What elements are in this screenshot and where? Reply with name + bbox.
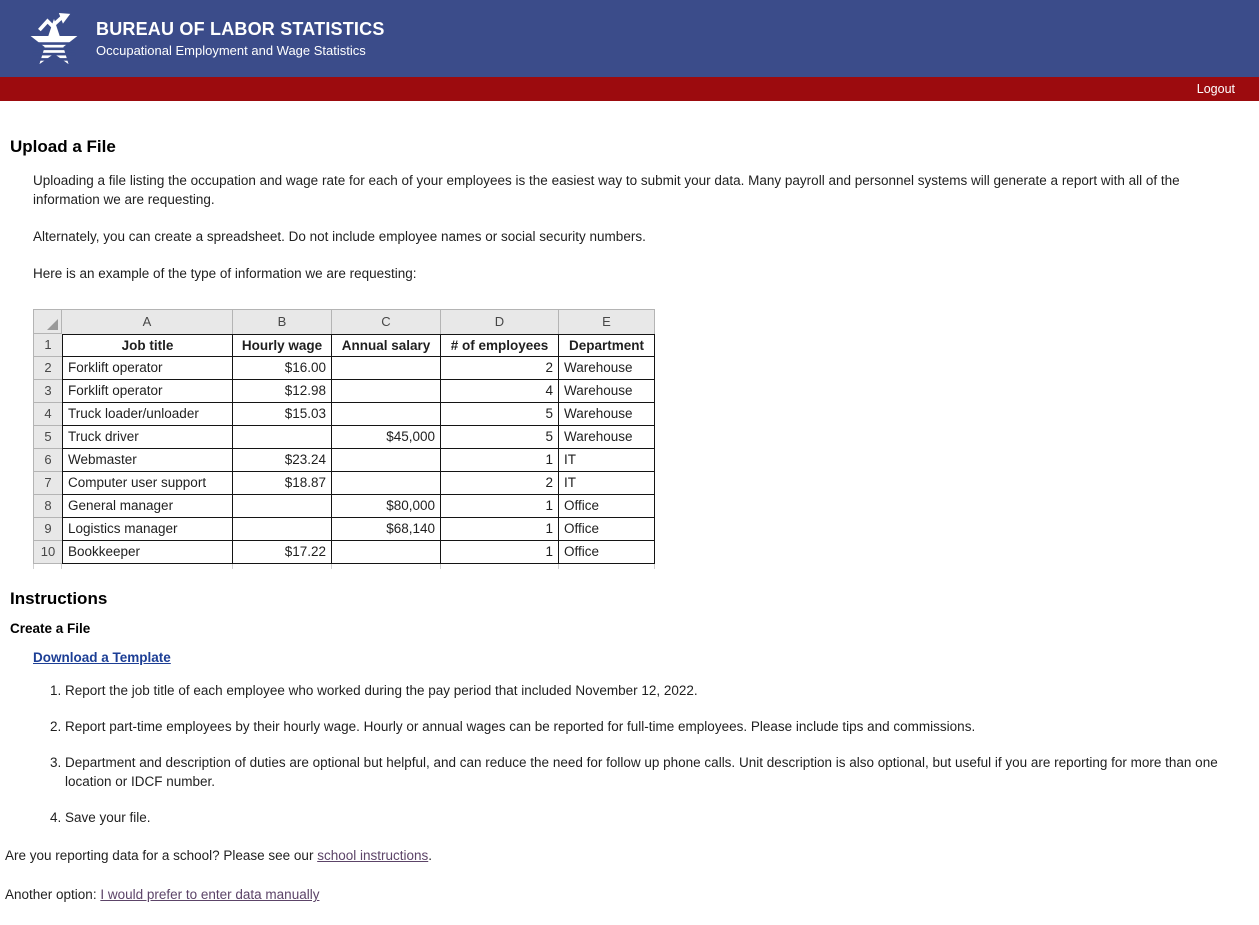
header-banner [0, 0, 1259, 77]
gridline-sliver [62, 564, 233, 569]
spreadsheet-example [33, 309, 1249, 569]
intro-paragraph-1: Uploading a file listing the occupation and wage rate for each of your employees is the easiest way to submit your data. Many payroll and personnel systems will generate a report with all of the information we are requesting. [33, 173, 1180, 208]
main-content [0, 137, 1259, 905]
bls-logo-icon[interactable] [28, 9, 80, 69]
cell-annual-salary [332, 403, 441, 426]
gridline-sliver [233, 564, 332, 569]
gridline-sliver [441, 564, 559, 569]
cell-hourly-wage: $15.03 [233, 403, 332, 426]
row-number: 6 [33, 449, 62, 472]
cell-hourly-wage: $18.87 [233, 472, 332, 495]
column-letter: E [559, 309, 655, 334]
cell-hourly-wage: $16.00 [233, 357, 332, 380]
cell-num-employees: 2 [441, 357, 559, 380]
header-title: BUREAU OF LABOR STATISTICS [96, 19, 385, 39]
cell-department: Warehouse [559, 403, 655, 426]
column-header: Department [559, 334, 655, 357]
instructions-title: Instructions [10, 588, 108, 608]
nav-bar [0, 77, 1259, 101]
cell-department: IT [559, 472, 655, 495]
column-header: Job title [62, 334, 233, 357]
column-letter: B [233, 309, 332, 334]
cell-annual-salary [332, 541, 441, 564]
logout-link[interactable]: Logout [1196, 82, 1235, 96]
cell-hourly-wage: $12.98 [233, 380, 332, 403]
cell-department: Office [559, 541, 655, 564]
row-number: 9 [33, 518, 62, 541]
cell-num-employees: 5 [441, 403, 559, 426]
cell-job-title: Logistics manager [62, 518, 233, 541]
cell-job-title: Computer user support [62, 472, 233, 495]
gridline-sliver [33, 564, 62, 569]
cell-annual-salary: $45,000 [332, 426, 441, 449]
instruction-step: 3. Department and description of duties are optional but helpful, and can reduce the need for follow up phone calls. Unit description is also optional, but useful if you are reporting for more than one location or IDCF number. [65, 753, 1225, 791]
select-all-triangle-icon [47, 319, 58, 330]
column-header: Annual salary [332, 334, 441, 357]
create-a-file-subtitle: Create a File [10, 620, 91, 636]
intro-paragraph-3: Here is an example of the type of information we are requesting: [33, 266, 417, 282]
cell-department: Office [559, 518, 655, 541]
manual-line-text: Another option: [5, 887, 101, 903]
cell-hourly-wage [233, 426, 332, 449]
row-number: 10 [33, 541, 62, 564]
row-number: 1 [33, 334, 62, 357]
school-instructions-link[interactable]: school instructions [317, 848, 429, 864]
cell-hourly-wage: $17.22 [233, 541, 332, 564]
cell-job-title: Bookkeeper [62, 541, 233, 564]
cell-department: IT [559, 449, 655, 472]
column-header: # of employees [441, 334, 559, 357]
column-letter: A [62, 309, 233, 334]
spreadsheet-corner-cell [33, 309, 62, 334]
cell-annual-salary: $68,140 [332, 518, 441, 541]
page-title: Upload a File [10, 137, 116, 156]
instruction-step: 2. Report part-time employees by their hourly wage. Hourly or annual wages can be reported for full-time employees. Please include tips and commissions. [65, 717, 1225, 736]
cell-job-title: Forklift operator [62, 357, 233, 380]
download-template-link[interactable]: Download a Template [33, 649, 171, 665]
row-number: 8 [33, 495, 62, 518]
cell-job-title: General manager [62, 495, 233, 518]
cell-department: Warehouse [559, 357, 655, 380]
cell-hourly-wage: $23.24 [233, 449, 332, 472]
instruction-steps [33, 681, 1249, 828]
cell-annual-salary [332, 357, 441, 380]
gridline-sliver [559, 564, 655, 569]
cell-department: Warehouse [559, 380, 655, 403]
cell-num-employees: 1 [441, 518, 559, 541]
cell-job-title: Truck loader/unloader [62, 403, 233, 426]
cell-num-employees: 4 [441, 380, 559, 403]
cell-num-employees: 1 [441, 541, 559, 564]
cell-num-employees: 5 [441, 426, 559, 449]
cell-annual-salary [332, 472, 441, 495]
column-letter: C [332, 309, 441, 334]
cell-num-employees: 2 [441, 472, 559, 495]
school-line-text: Are you reporting data for a school? Please see our [5, 848, 318, 864]
cell-department: Office [559, 495, 655, 518]
row-number: 7 [33, 472, 62, 495]
cell-job-title: Webmaster [62, 449, 233, 472]
instruction-step: 4. Save your file. [65, 808, 1225, 827]
cell-annual-salary [332, 380, 441, 403]
row-number: 4 [33, 403, 62, 426]
school-reporting-line [5, 847, 1249, 866]
cell-hourly-wage [233, 518, 332, 541]
cell-job-title: Forklift operator [62, 380, 233, 403]
row-number: 5 [33, 426, 62, 449]
cell-num-employees: 1 [441, 495, 559, 518]
cell-hourly-wage [233, 495, 332, 518]
column-letter: D [441, 309, 559, 334]
row-number: 2 [33, 357, 62, 380]
school-line-period: . [428, 848, 433, 864]
manual-entry-link[interactable]: I would prefer to enter data manually [100, 887, 320, 903]
cell-annual-salary: $80,000 [332, 495, 441, 518]
manual-entry-line [5, 886, 1249, 905]
column-header: Hourly wage [233, 334, 332, 357]
intro-paragraph-2: Alternately, you can create a spreadsheet. Do not include employee names or social security numbers. [33, 229, 646, 245]
gridline-sliver [332, 564, 441, 569]
cell-job-title: Truck driver [62, 426, 233, 449]
cell-num-employees: 1 [441, 449, 559, 472]
instruction-step: 1. Report the job title of each employee who worked during the pay period that included November 12, 2022. [65, 681, 1225, 700]
cell-annual-salary [332, 449, 441, 472]
header-subtitle: Occupational Employment and Wage Statistics [96, 43, 366, 58]
row-number: 3 [33, 380, 62, 403]
cell-department: Warehouse [559, 426, 655, 449]
